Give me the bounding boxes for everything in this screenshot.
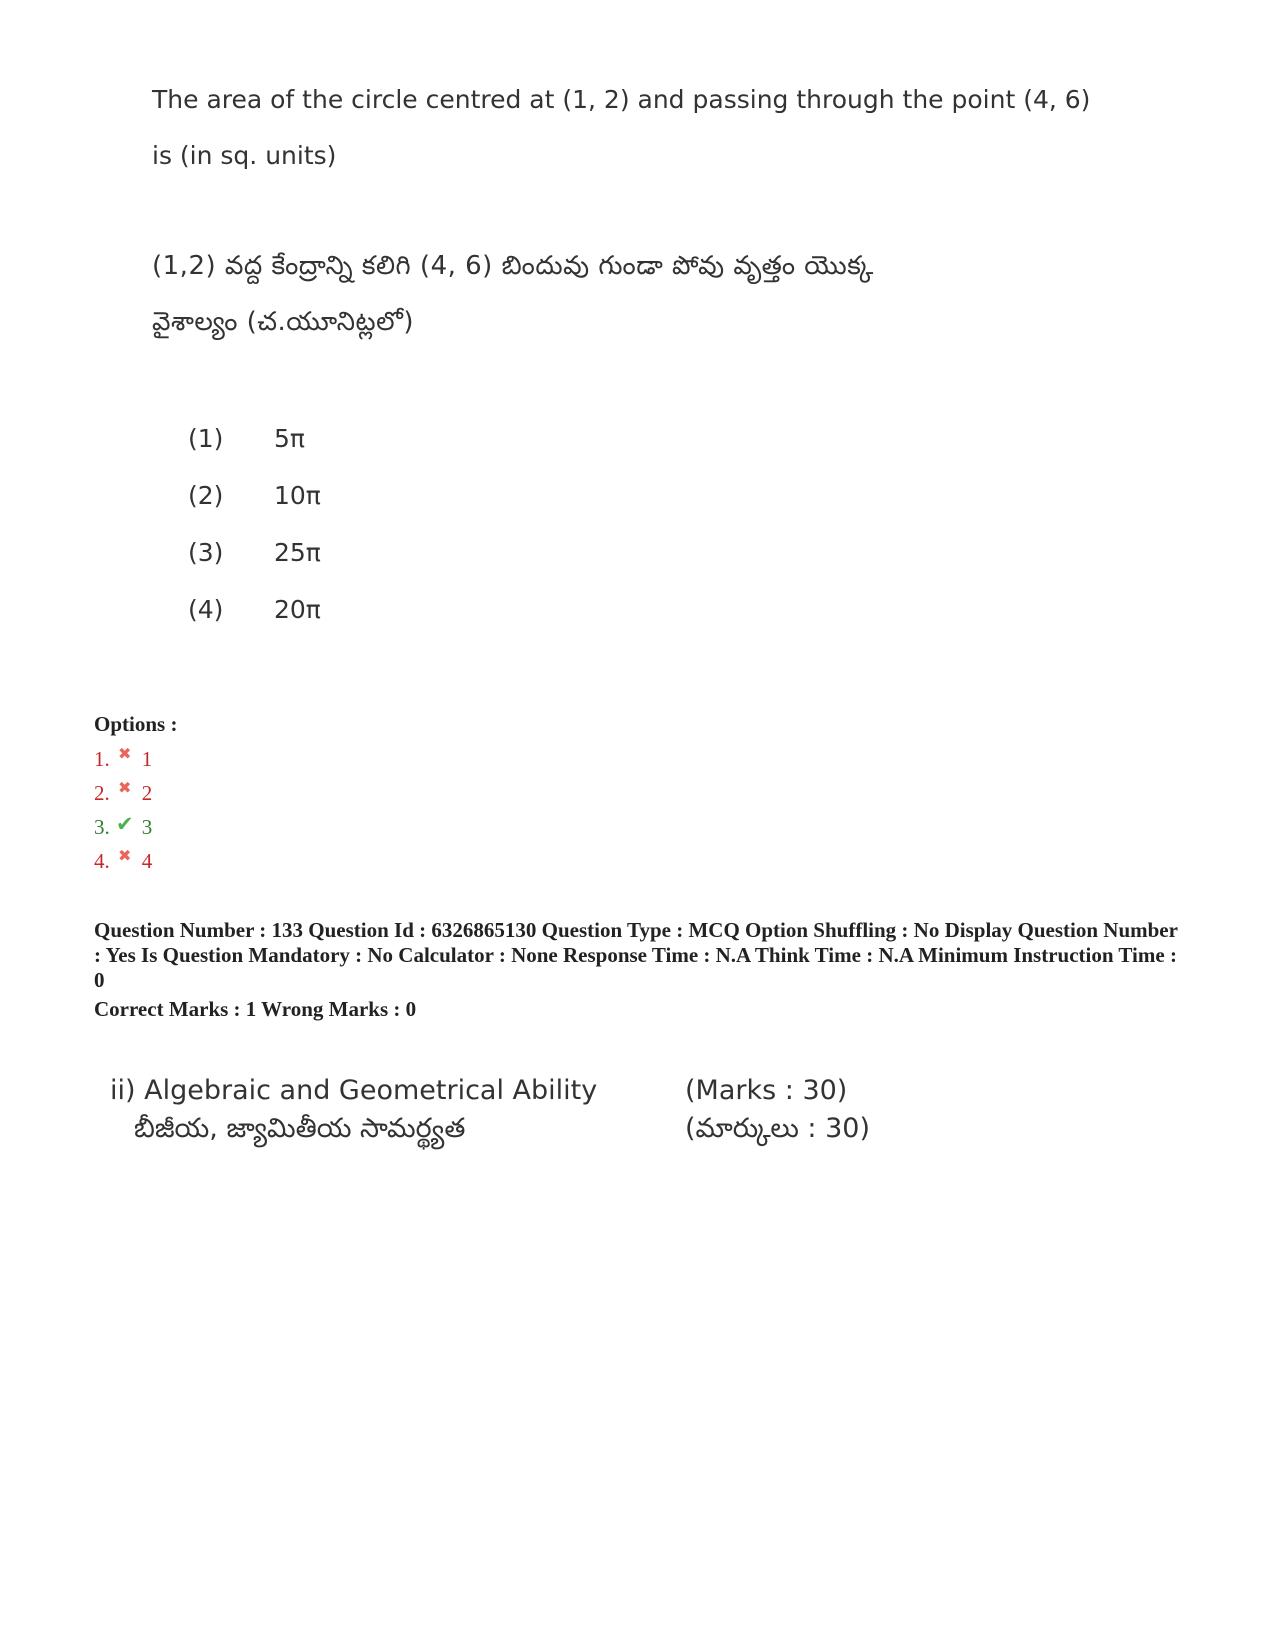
question-text-english <box>152 72 1112 184</box>
answer-index: 3. <box>94 814 110 839</box>
choice-value: 25π <box>274 538 321 567</box>
choice-list <box>188 410 321 638</box>
choice-item <box>188 581 321 638</box>
choice-number: (4) <box>188 595 224 624</box>
choice-number: (3) <box>188 538 224 567</box>
answer-index: 4. <box>94 848 110 873</box>
question-line: (1,2) వద్ద కేంద్రాన్ని కలిగి (4, 6) బిందువు గుండా పోవు వృత్తం యొక్క <box>152 251 874 281</box>
answer-item <box>94 810 152 844</box>
cross-icon: ✖ <box>118 848 132 865</box>
question-line: is (in sq. units) <box>152 141 337 170</box>
choice-value: 5π <box>274 424 305 453</box>
answer-value: 1 <box>141 746 153 771</box>
options-label: Options : <box>94 712 178 736</box>
question-line: The area of the circle centred at (1, 2) and passing through the point (4, 6) <box>152 85 1091 114</box>
choice-item <box>188 410 321 467</box>
answer-value: 3 <box>141 814 153 839</box>
answer-index: 2. <box>94 780 110 805</box>
question-line: వైశాల్యం (చ.యూనిట్లలో) <box>152 307 415 337</box>
choice-number: (1) <box>188 424 224 453</box>
choice-item <box>188 524 321 581</box>
section-title-english: ii) Algebraic and Geometrical Ability <box>110 1075 598 1106</box>
question-metadata: Question Number : 133 Question Id : 6326865130 Question Type : MCQ Option Shuffling : No Display Question Number : Yes Is Question Mandatory : No Calculator : None Response Time : N.A Think Time : N.A Minimum Instruction Time : 0 <box>94 918 1178 992</box>
section-title-telugu: బీజీయ, జ్యామితీయ సామర్థ్యత <box>134 1113 466 1144</box>
section-title <box>110 1072 597 1148</box>
answer-value: 2 <box>141 780 153 805</box>
choice-number: (2) <box>188 481 224 510</box>
section-marks <box>685 1072 870 1148</box>
marks-info: Correct Marks : 1 Wrong Marks : 0 <box>94 997 417 1021</box>
section-marks-telugu: (మార్కులు : 30) <box>685 1113 870 1144</box>
answer-list <box>94 742 152 878</box>
answer-index: 1. <box>94 746 110 771</box>
question-text-telugu <box>152 238 1112 350</box>
section-marks-english: (Marks : 30) <box>685 1075 848 1106</box>
cross-icon: ✖ <box>118 746 132 763</box>
answer-item <box>94 742 152 776</box>
choice-value: 10π <box>274 481 321 510</box>
choice-item <box>188 467 321 524</box>
answer-value: 4 <box>141 848 153 873</box>
answer-item <box>94 776 152 810</box>
cross-icon: ✖ <box>118 780 132 797</box>
check-icon: ✔ <box>115 811 134 836</box>
choice-value: 20π <box>274 595 321 624</box>
answer-item <box>94 844 152 878</box>
